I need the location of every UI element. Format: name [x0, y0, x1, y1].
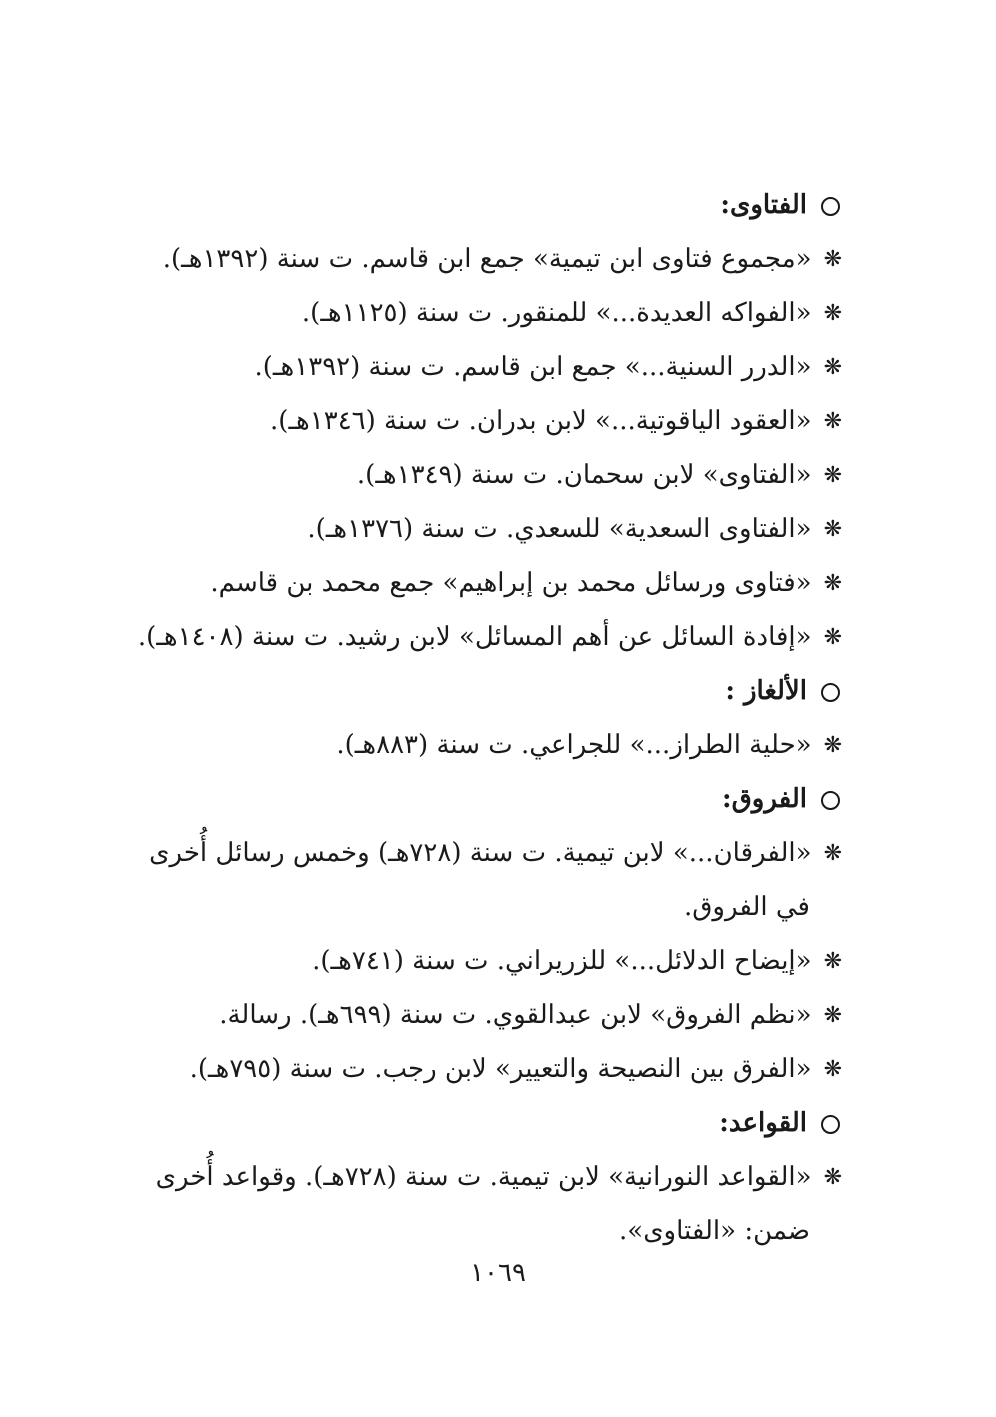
list-item: [129, 988, 844, 1042]
asterisk-bullet-icon: ❋: [823, 1003, 842, 1028]
asterisk-bullet-icon: ❋: [823, 625, 842, 650]
section-heading-furuq: [129, 772, 844, 826]
asterisk-bullet-icon: ❋: [823, 841, 842, 866]
list-item: [129, 610, 844, 664]
asterisk-bullet-icon: ❋: [823, 1057, 842, 1082]
list-item-text: «نظم الفروق» لابن عبدالقوي. ت سنة (٦٩٩هـ). رسالة.: [219, 1000, 812, 1030]
list-item-text: في الفروق.: [683, 892, 810, 922]
list-item-text: «الفواكه العديدة...» للمنقور. ت سنة (١١٢٥هـ).: [301, 298, 812, 328]
list-item: [129, 718, 844, 772]
list-item-text: «فتاوى ورسائل محمد بن إبراهيم» جمع محمد بن قاسم.: [210, 568, 812, 598]
heading-text: الألغاز :: [725, 676, 807, 706]
asterisk-bullet-icon: ❋: [823, 517, 842, 542]
list-item: [129, 286, 844, 340]
page-number: ١٠٦٩: [470, 1258, 526, 1288]
list-item: [129, 394, 844, 448]
list-item: [129, 232, 844, 286]
list-item-continuation: [129, 1204, 844, 1258]
list-item: [129, 1042, 844, 1096]
heading-text: الفروق:: [722, 784, 807, 814]
asterisk-bullet-icon: ❋: [823, 463, 842, 488]
section-heading-fatawa: [129, 178, 844, 232]
asterisk-bullet-icon: ❋: [823, 949, 842, 974]
list-item: [129, 934, 844, 988]
circle-bullet-icon: [821, 197, 840, 216]
heading-text: القواعد:: [719, 1108, 807, 1138]
asterisk-bullet-icon: ❋: [823, 301, 842, 326]
list-item-text: «إيضاح الدلائل...» للزريراني. ت سنة (٧٤١هـ).: [312, 946, 812, 976]
list-item: [129, 502, 844, 556]
list-item: [129, 340, 844, 394]
book-page: [129, 178, 844, 1258]
list-item-text: «القواعد النورانية» لابن تيمية. ت سنة (٧٢٨هـ). وقواعد أُخرى: [155, 1162, 812, 1192]
list-item: [129, 556, 844, 610]
section-heading-alghaz: [129, 664, 844, 718]
list-item-text: «مجموع فتاوى ابن تيمية» جمع ابن قاسم. ت سنة (١٣٩٢هـ).: [162, 244, 812, 274]
list-item-text: «الدرر السنية...» جمع ابن قاسم. ت سنة (١٣٩٢هـ).: [254, 352, 812, 382]
list-item-text: «الفتاوى» لابن سحمان. ت سنة (١٣٤٩هـ).: [356, 460, 812, 490]
asterisk-bullet-icon: ❋: [823, 1165, 842, 1190]
asterisk-bullet-icon: ❋: [823, 733, 842, 758]
list-item-text: «الفتاوى السعدية» للسعدي. ت سنة (١٣٧٦هـ).: [307, 514, 812, 544]
list-item-text: «حلية الطراز...» للجراعي. ت سنة (٨٨٣هـ).: [336, 730, 812, 760]
asterisk-bullet-icon: ❋: [823, 247, 842, 272]
list-item-continuation: [129, 880, 844, 934]
circle-bullet-icon: [821, 683, 840, 702]
asterisk-bullet-icon: ❋: [823, 355, 842, 380]
list-item-text: ضمن: «الفتاوى».: [619, 1216, 810, 1246]
circle-bullet-icon: [821, 1115, 840, 1134]
list-item-text: «الفرقان...» لابن تيمية. ت سنة (٧٢٨هـ) وخمس رسائل أُخرى: [149, 838, 812, 868]
asterisk-bullet-icon: ❋: [823, 409, 842, 434]
list-item: [129, 1150, 844, 1204]
heading-text: الفتاوى:: [720, 190, 807, 220]
list-item: [129, 826, 844, 880]
section-heading-qawaid: [129, 1096, 844, 1150]
circle-bullet-icon: [821, 791, 840, 810]
list-item-text: «الفرق بين النصيحة والتعيير» لابن رجب. ت سنة (٧٩٥هـ).: [189, 1054, 812, 1084]
list-item: [129, 448, 844, 502]
list-item-text: «إفادة السائل عن أهم المسائل» لابن رشيد. ت سنة (١٤٠٨هـ).: [137, 622, 812, 652]
list-item-text: «العقود الياقوتية...» لابن بدران. ت سنة (١٣٤٦هـ).: [270, 406, 812, 436]
asterisk-bullet-icon: ❋: [823, 571, 842, 596]
